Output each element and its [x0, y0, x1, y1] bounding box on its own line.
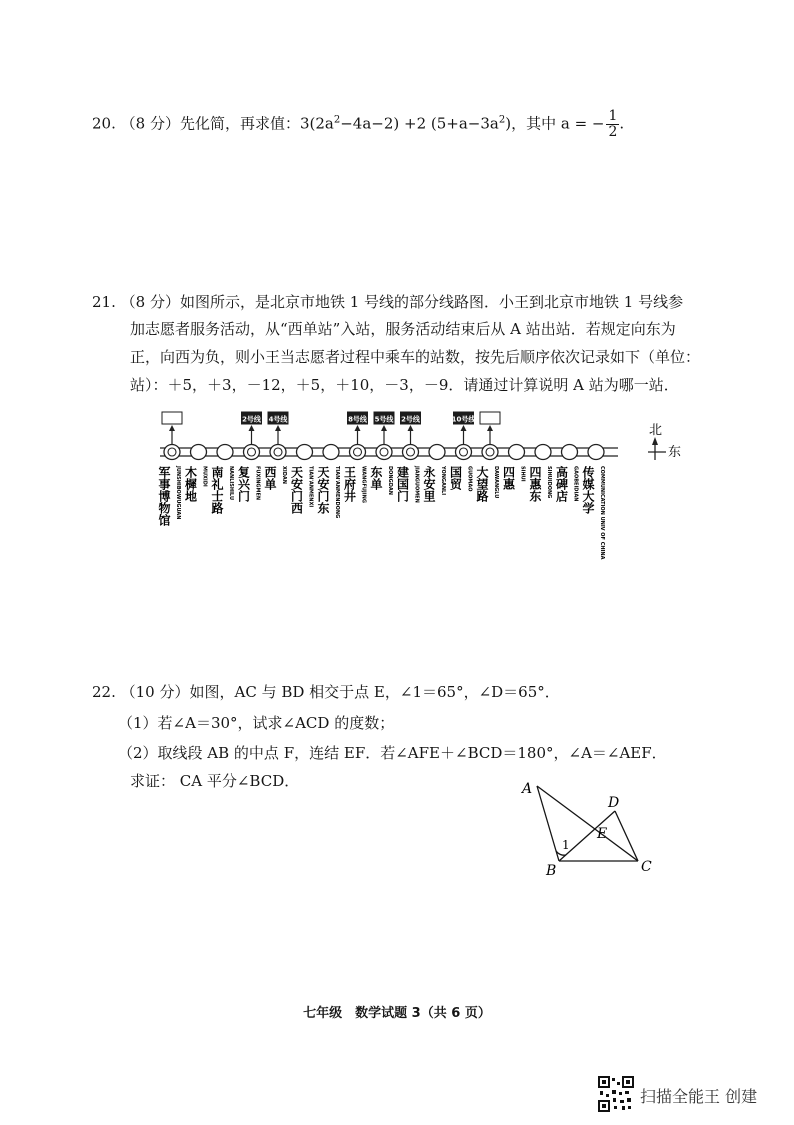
segment-AC [537, 786, 638, 861]
station-marker [588, 445, 604, 460]
q20-fraction [606, 109, 619, 140]
station-name-zh: 东单 [369, 466, 383, 490]
q21-line3: 正，向西为负，则小王当志愿者过程中乘车的站数，按先后顺序依次记录如下（单位： [130, 348, 701, 366]
station-name-zh: 四惠 [501, 466, 516, 490]
station-marker [482, 445, 498, 460]
station-name-zh: 西单 [263, 466, 277, 490]
q21-score: （8 分） [120, 293, 180, 311]
station-name-zh: 高碑店 [554, 466, 569, 502]
segment-DC [615, 811, 638, 861]
station-name-en: JUNSHIBOWUGUAN [175, 466, 181, 520]
transfer-badge [401, 412, 421, 444]
station-marker [535, 445, 551, 460]
station-name-en: YONGANLI [440, 466, 446, 496]
station-name-en: GAOBEIDIAN [572, 466, 579, 502]
q22-part1: （1）若∠A＝30°，试求∠ACD 的度数； [118, 714, 395, 732]
station-name-en: GUOMAO [466, 466, 473, 492]
transfer-arrow-head [487, 425, 493, 431]
station-name-zh: 四惠东 [528, 466, 542, 502]
segment-AB [537, 786, 559, 861]
label-angle-1: 1 [562, 838, 570, 852]
q20-text-a: 先化简，再求值：3(2a [179, 114, 334, 133]
station-name-zh: 军事博物馆 [157, 466, 171, 526]
transfer-badge-label: 2号线 [401, 415, 420, 424]
station-name-en: TIAN'ANMENXI [307, 466, 314, 508]
station-marker [164, 445, 180, 460]
transfer-arrow-head [461, 425, 467, 431]
qr-code-icon [598, 1076, 634, 1112]
transfer-badge-label: 8号线 [348, 415, 367, 424]
station-marker [270, 445, 286, 460]
transfer-badge [268, 412, 288, 444]
station-name-en: JIANGUOMEN [413, 466, 420, 503]
station-name-zh: 传媒大学 [581, 466, 595, 514]
q20-text-end: . [619, 114, 625, 133]
transfer-badge [452, 412, 477, 444]
transfer-badge [242, 412, 262, 444]
q20-frac-den: 2 [608, 124, 618, 140]
station-name-zh: 国贸 [448, 466, 463, 490]
station-name-en: NANLISHILU [228, 466, 234, 500]
station-name-en: DONGDAN [387, 466, 393, 495]
label-A: A [522, 781, 533, 797]
station-marker [456, 445, 472, 460]
q20-text-c: )，其中 a = − [505, 114, 605, 133]
transfer-arrow-head [408, 425, 414, 431]
q22-part2: （2）取线段 AB 的中点 F，连结 EF．若∠AFE＋∠BCD＝180°，∠A＝∠AEF． [118, 744, 667, 762]
q22-line1: 如图，AC 与 BD 相交于点 E，∠1＝65°，∠D＝65°． [189, 683, 560, 701]
station-marker [562, 445, 578, 460]
station-name-en: TIAN'ANMENDONG [334, 466, 340, 519]
question-21-line1 [92, 291, 683, 312]
q20-score: （8 分） [120, 114, 180, 133]
transfer-badge-label: 10号线 [451, 415, 476, 424]
station-name-zh: 大望路 [475, 466, 489, 502]
station-marker [376, 445, 392, 460]
q20-sup2: 2 [498, 114, 506, 126]
transfer-badge-box [480, 412, 500, 424]
transfer-badge [348, 412, 368, 444]
station-marker [350, 445, 366, 460]
q21-number: 21. [92, 293, 116, 311]
label-E: E [597, 826, 608, 842]
transfer-badge-label: 4号线 [268, 415, 288, 424]
question-22-line1 [92, 681, 560, 702]
station-marker [403, 445, 419, 460]
transfer-arrow-head [381, 425, 387, 431]
q21-line4: 站）：＋5，＋3，－12，＋5，＋10，－3，－9．请通过计算说明 A 站为哪一站． [130, 376, 679, 394]
station-name-en: SIHUIDONG [546, 466, 552, 499]
q21-line2: 加志愿者服务活动，从“西单站”入站，服务活动结束后从 A 站出站．若规定向东为 [130, 320, 676, 338]
station-name-zh: 王府井 [342, 466, 357, 502]
transfer-arrow-head [169, 425, 175, 431]
q20-number: 20. [92, 114, 116, 133]
station-name-en: DAWANGLU [493, 466, 499, 499]
page-footer: 七年级 数学试题 3（共 6 页） [303, 1006, 491, 1021]
q20-text-b: −4a−2) +2 (5+a−3a [340, 114, 499, 133]
q22-prove: 求证： CA 平分∠BCD． [130, 772, 300, 790]
station-marker [509, 445, 525, 460]
question-20 [92, 109, 624, 140]
station-name-zh: 天安门西 [289, 466, 304, 514]
station-name-zh: 南礼士路 [210, 466, 224, 514]
compass-north-label: 北 [649, 423, 663, 438]
transfer-badge-label: 5号线 [374, 415, 394, 424]
station-marker [323, 445, 339, 460]
transfer-badge-label: 2号线 [242, 415, 261, 424]
metro-line-map [150, 410, 690, 560]
station-name-zh: 建国门 [395, 466, 410, 502]
compass [648, 423, 681, 460]
q22-score: （10 分） [120, 683, 190, 701]
station-name-zh: 天安门东 [316, 466, 330, 514]
transfer-badge [480, 412, 500, 444]
station-name-en: XIDAN [281, 466, 287, 484]
transfer-badge [374, 412, 394, 444]
transfer-badge-box [162, 412, 182, 424]
scanner-watermark [598, 1076, 788, 1112]
station-marker [244, 445, 260, 460]
transfer-arrow-head [249, 425, 255, 431]
station-name-zh: 木樨地 [183, 466, 198, 502]
station-name-en: FUXINGMEN [254, 466, 261, 501]
label-C: C [641, 859, 652, 875]
q20-sup1: 2 [333, 114, 341, 126]
geometry-figure [510, 775, 660, 885]
transfer-badge [162, 412, 182, 444]
station-marker [297, 445, 313, 460]
compass-east-label: 东 [668, 445, 682, 460]
station-name-zh: 复兴门 [236, 466, 251, 502]
transfer-arrow-head [275, 425, 281, 431]
label-D: D [608, 795, 620, 811]
station-marker [217, 445, 233, 460]
station-name-zh: 永安里 [422, 466, 436, 502]
station-marker [429, 445, 445, 460]
q20-frac-num: 1 [608, 108, 618, 124]
label-B: B [546, 863, 557, 879]
station-name-en: COMMUNICATION UNIV OF CHINA [599, 466, 605, 560]
watermark-text: 扫描全能王 创建 [640, 1087, 758, 1106]
station-name-en: MUXIDI [201, 466, 208, 487]
q22-number: 22. [92, 683, 116, 701]
q21-line1: 如图所示，是北京市地铁 1 号线的部分线路图．小王到北京市地铁 1 号线参 [179, 293, 684, 311]
transfer-arrow-head [355, 425, 361, 431]
station-marker [191, 445, 207, 460]
station-name-en: SIHUI [519, 466, 526, 482]
station-name-en: WANGFUJING [360, 466, 367, 503]
